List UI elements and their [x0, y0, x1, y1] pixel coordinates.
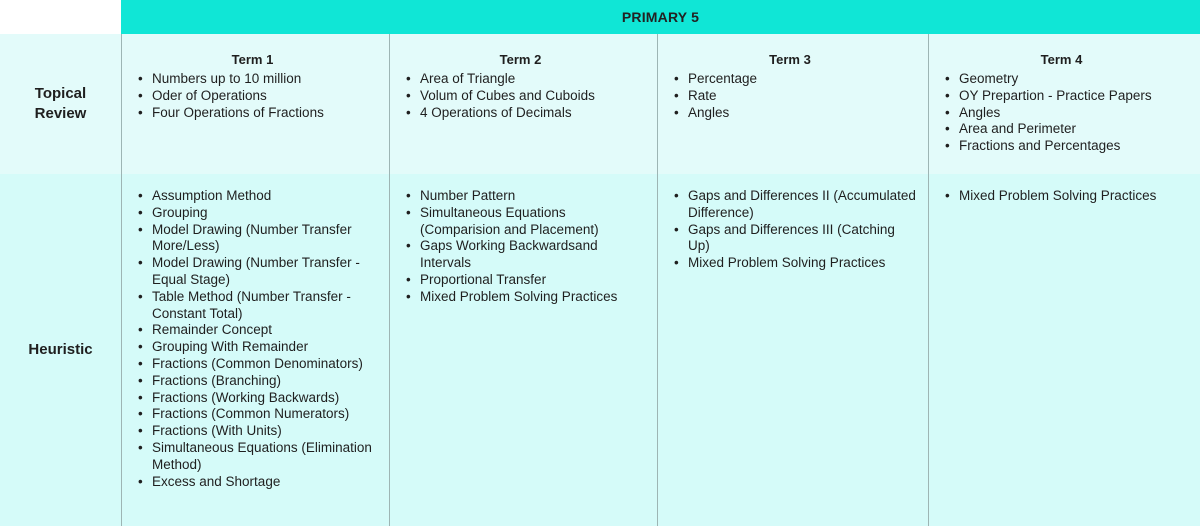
- list-item: • Fractions and Percentages: [959, 138, 1192, 155]
- term-2-title: Term 2: [499, 52, 542, 67]
- term-3-title: Term 3: [769, 52, 811, 67]
- list-item: • Model Drawing (Number Transfer More/Less): [152, 222, 381, 256]
- list-item: • Gaps Working Backwardsand Intervals: [420, 238, 649, 272]
- term-2-heuristic-list: [390, 188, 657, 306]
- list-item: • OY Prepartion - Practice Papers: [959, 88, 1192, 105]
- list-item: • Mixed Problem Solving Practices: [688, 255, 920, 272]
- list-item: • Grouping: [152, 205, 381, 222]
- row-label-heuristic: Heuristic: [0, 174, 121, 526]
- term-1-topical-cell: [121, 34, 389, 174]
- term-1-title: Term 1: [231, 52, 274, 67]
- list-item: • Mixed Problem Solving Practices: [959, 188, 1192, 205]
- term-4-topical-list: [929, 71, 1200, 155]
- term-1-heuristic-list: [122, 188, 389, 490]
- row-label-topical-review: Topical Review: [0, 34, 121, 174]
- term-3-topical-cell: [657, 34, 928, 174]
- list-item: • Fractions (With Units): [152, 423, 381, 440]
- list-item: • Fractions (Common Denominators): [152, 356, 381, 373]
- list-item: • Rate: [688, 88, 920, 105]
- list-item: • Simultaneous Equations (Comparision and Placement): [420, 205, 649, 239]
- list-item: • Gaps and Differences III (Catching Up): [688, 222, 920, 256]
- term-2-topical-cell: [389, 34, 657, 174]
- table-corner: [0, 0, 121, 34]
- term-4-heuristic-list: [929, 188, 1200, 205]
- list-item: • Excess and Shortage: [152, 474, 381, 491]
- list-item: • Angles: [688, 105, 920, 122]
- list-item: • Four Operations of Fractions: [152, 105, 381, 122]
- list-item: • Area of Triangle: [420, 71, 649, 88]
- list-item: • Fractions (Working Backwards): [152, 390, 381, 407]
- list-item: • Model Drawing (Number Transfer - Equal Stage): [152, 255, 381, 289]
- term-3-heuristic-cell: [657, 174, 928, 526]
- list-item: • Fractions (Common Numerators): [152, 406, 381, 423]
- list-item: • Numbers up to 10 million: [152, 71, 381, 88]
- term-1-heuristic-cell: [121, 174, 389, 526]
- table-header: [121, 0, 1200, 34]
- term-4-title: Term 4: [1040, 52, 1083, 67]
- list-item: • Angles: [959, 105, 1192, 122]
- list-item: • Area and Perimeter: [959, 121, 1192, 138]
- list-item: • Oder of Operations: [152, 88, 381, 105]
- term-3-topical-list: [658, 71, 928, 121]
- level-title: PRIMARY 5: [621, 9, 700, 25]
- list-item: • 4 Operations of Decimals: [420, 105, 649, 122]
- list-item: • Remainder Concept: [152, 322, 381, 339]
- list-item: • Number Pattern: [420, 188, 649, 205]
- list-item: • Volum of Cubes and Cuboids: [420, 88, 649, 105]
- list-item: • Table Method (Number Transfer - Constant Total): [152, 289, 381, 323]
- list-item: • Simultaneous Equations (Elimination Method): [152, 440, 381, 474]
- term-4-heuristic-cell: [928, 174, 1200, 526]
- list-item: • Assumption Method: [152, 188, 381, 205]
- list-item: • Grouping With Remainder: [152, 339, 381, 356]
- term-4-topical-cell: [928, 34, 1200, 174]
- term-3-heuristic-list: [658, 188, 928, 272]
- list-item: • Proportional Transfer: [420, 272, 649, 289]
- list-item: • Mixed Problem Solving Practices: [420, 289, 649, 306]
- list-item: • Gaps and Differences II (Accumulated Difference): [688, 188, 920, 222]
- list-item: • Fractions (Branching): [152, 373, 381, 390]
- term-1-topical-list: [122, 71, 389, 121]
- term-2-heuristic-cell: [389, 174, 657, 526]
- list-item: • Percentage: [688, 71, 920, 88]
- list-item: • Geometry: [959, 71, 1192, 88]
- term-2-topical-list: [390, 71, 657, 121]
